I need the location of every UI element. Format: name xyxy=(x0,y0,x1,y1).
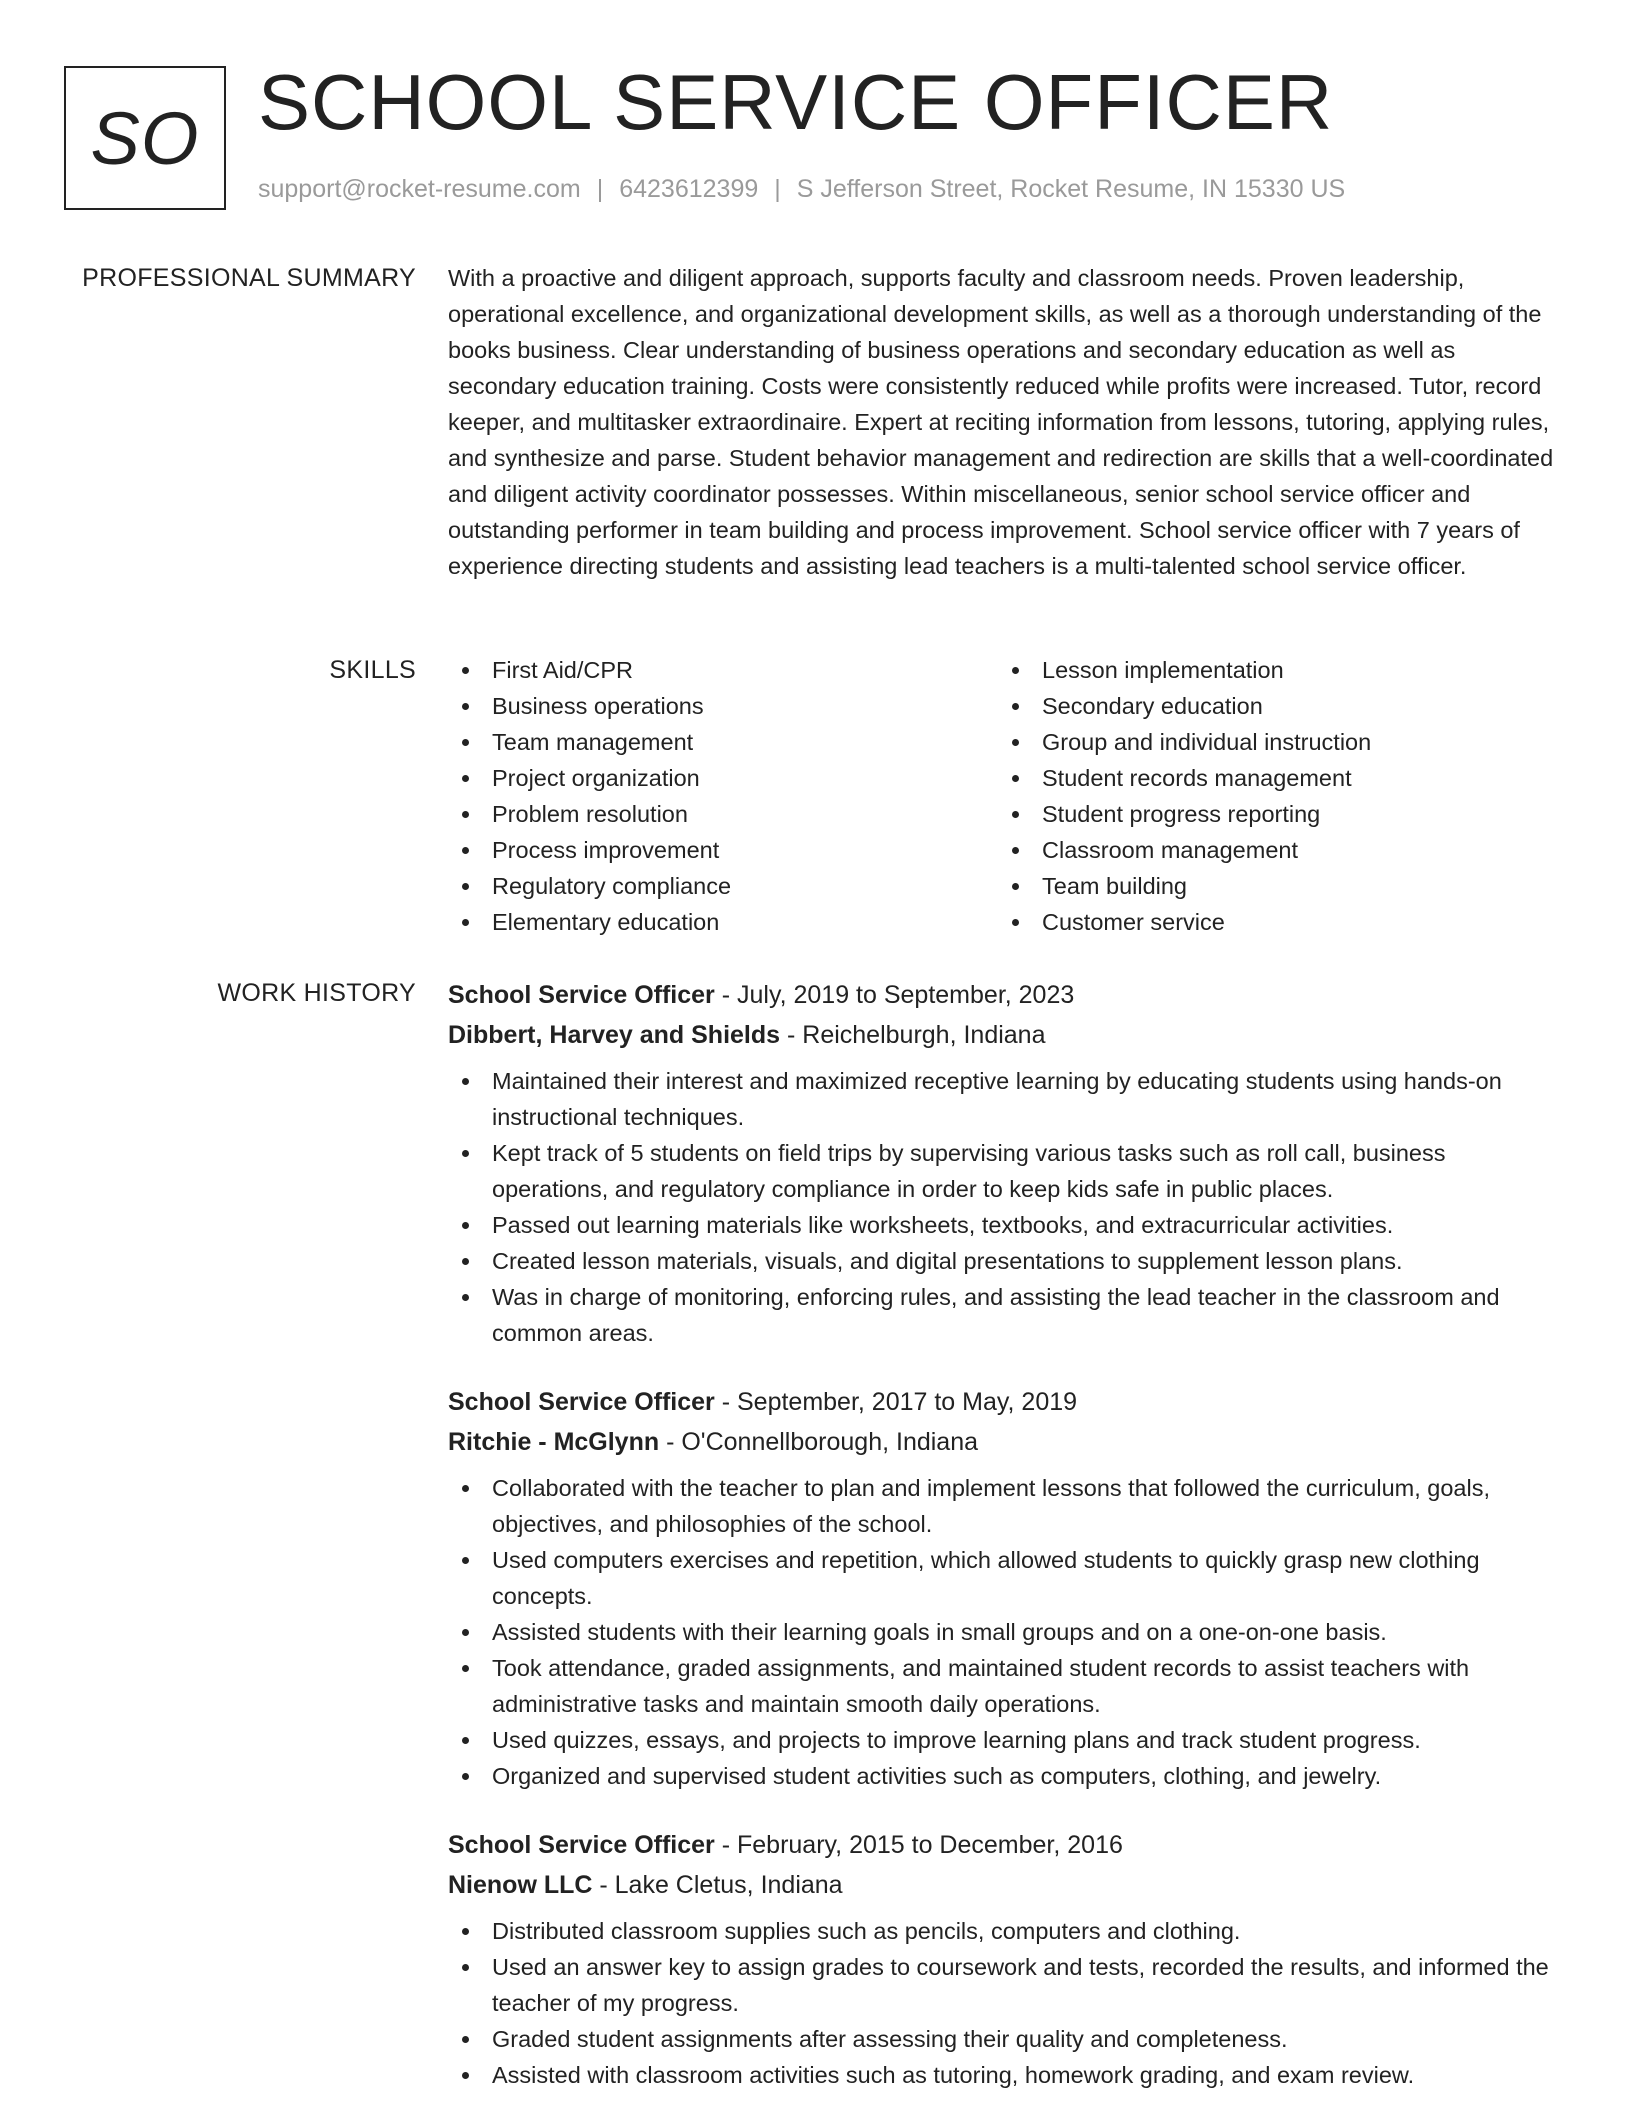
skill-item: Student progress reporting xyxy=(998,796,1548,832)
job-bullet: Kept track of 5 students on field trips by supervising various tasks such as roll call, business operations, and regulatory compliance in order to keep kids safe in public places. xyxy=(448,1135,1566,1207)
skill-item: Process improvement xyxy=(448,832,998,868)
contact-address: S Jefferson Street, Rocket Resume, IN 15330 US xyxy=(796,175,1346,203)
job-bullets xyxy=(448,1063,1566,1351)
contact-phone: 6423612399 xyxy=(619,175,759,203)
job-location: - Lake Cletus, Indiana xyxy=(592,1871,843,1899)
summary-text: With a proactive and diligent approach, supports faculty and classroom needs. Proven leadership, operational excellence, and organizational development skills, as well as a thorough understanding of the books business. Clear understanding of business operations and secondary education as well as secondary education training. Costs were consistently reduced while profits were increased. Tutor, record keeper, and multitasker extraordinaire. Expert at reciting information from lessons, tutoring, applying rules, and synthesize and parse. Student behavior management and redirection are skills that a well-coordinated and diligent activity coordinator possesses. Within miscellaneous, senior school service officer and outstanding performer in team building and process improvement. School service officer with 7 years of experience directing students and assisting lead teachers is a multi-talented school service officer. xyxy=(448,265,1554,579)
resume-header xyxy=(64,58,1568,210)
job-bullet: Maintained their interest and maximized receptive learning by educating students using hands-on instructional techniques. xyxy=(448,1063,1566,1135)
contact-separator: | xyxy=(774,175,781,203)
skill-item: Student records management xyxy=(998,760,1548,796)
monogram-logo: SO xyxy=(64,66,226,210)
section-heading-summary: PROFESSIONAL SUMMARY xyxy=(82,264,416,292)
job-bullets xyxy=(448,1913,1566,2093)
page-title: SCHOOL SERVICE OFFICER xyxy=(258,58,1334,146)
job-title: School Service Officer xyxy=(448,1388,715,1416)
skill-item: Team building xyxy=(998,868,1548,904)
job-entry xyxy=(448,1825,1566,2093)
job-bullet: Organized and supervised student activities such as computers, clothing, and jewelry. xyxy=(448,1758,1566,1794)
job-company-line xyxy=(448,1865,1566,1905)
skill-item: Business operations xyxy=(448,688,998,724)
work-history-body xyxy=(448,975,1566,2112)
job-bullet: Graded student assignments after assessing their quality and completeness. xyxy=(448,2021,1566,2057)
job-bullet: Collaborated with the teacher to plan and implement lessons that followed the curriculum, goals, objectives, and philosophies of the school. xyxy=(448,1470,1566,1542)
job-bullet: Assisted with classroom activities such as tutoring, homework grading, and exam review. xyxy=(448,2057,1566,2093)
job-title-line xyxy=(448,1825,1566,1865)
section-heading-skills: SKILLS xyxy=(329,656,416,684)
job-bullet: Created lesson materials, visuals, and digital presentations to supplement lesson plans. xyxy=(448,1243,1566,1279)
skill-item: Lesson implementation xyxy=(998,652,1548,688)
job-bullet: Assisted students with their learning goals in small groups and on a one-on-one basis. xyxy=(448,1614,1566,1650)
job-company: Nienow LLC xyxy=(448,1871,593,1899)
skills-column-left xyxy=(448,652,998,940)
job-entry xyxy=(448,1382,1566,1794)
job-bullet: Used quizzes, essays, and projects to improve learning plans and track student progress. xyxy=(448,1722,1566,1758)
job-location: - O'Connellborough, Indiana xyxy=(659,1428,979,1456)
job-title: School Service Officer xyxy=(448,1831,715,1859)
contact-separator: | xyxy=(596,175,604,203)
job-location: - Reichelburgh, Indiana xyxy=(780,1021,1046,1049)
skills-column-right xyxy=(998,652,1548,940)
contact-email: support@rocket-resume.com xyxy=(258,175,581,203)
job-entry xyxy=(448,975,1566,1351)
job-company: Ritchie - McGlynn xyxy=(448,1428,660,1456)
job-bullet: Used computers exercises and repetition, which allowed students to quickly grasp new clothing concepts. xyxy=(448,1542,1566,1614)
skill-item: Elementary education xyxy=(448,904,998,940)
skill-item: Customer service xyxy=(998,904,1548,940)
job-title-line xyxy=(448,1382,1566,1422)
job-title-line xyxy=(448,975,1566,1015)
skill-item: Regulatory compliance xyxy=(448,868,998,904)
skill-item: Secondary education xyxy=(998,688,1548,724)
job-company: Dibbert, Harvey and Shields xyxy=(448,1021,781,1049)
section-heading-work-history: WORK HISTORY xyxy=(217,979,416,1007)
skills-grid xyxy=(448,652,1566,940)
skill-item: Classroom management xyxy=(998,832,1548,868)
job-bullet: Passed out learning materials like worksheets, textbooks, and extracurricular activities. xyxy=(448,1207,1566,1243)
job-bullet: Distributed classroom supplies such as pencils, computers and clothing. xyxy=(448,1913,1566,1949)
job-bullet: Used an answer key to assign grades to coursework and tests, recorded the results, and informed the teacher of my progress. xyxy=(448,1949,1566,2021)
skill-item: First Aid/CPR xyxy=(448,652,998,688)
contact-line xyxy=(258,174,1345,204)
job-company-line xyxy=(448,1422,1566,1462)
job-title: School Service Officer xyxy=(448,981,715,1009)
skill-item: Team management xyxy=(448,724,998,760)
job-dates: - July, 2019 to September, 2023 xyxy=(714,981,1075,1009)
job-bullets xyxy=(448,1470,1566,1794)
job-dates: - February, 2015 to December, 2016 xyxy=(714,1831,1123,1859)
skill-item: Problem resolution xyxy=(448,796,998,832)
job-bullet: Was in charge of monitoring, enforcing rules, and assisting the lead teacher in the classroom and common areas. xyxy=(448,1279,1566,1351)
job-company-line xyxy=(448,1015,1566,1055)
job-dates: - September, 2017 to May, 2019 xyxy=(714,1388,1078,1416)
job-bullet: Took attendance, graded assignments, and maintained student records to assist teachers with administrative tasks and maintain smooth daily operations. xyxy=(448,1650,1566,1722)
skill-item: Project organization xyxy=(448,760,998,796)
skill-item: Group and individual instruction xyxy=(998,724,1548,760)
